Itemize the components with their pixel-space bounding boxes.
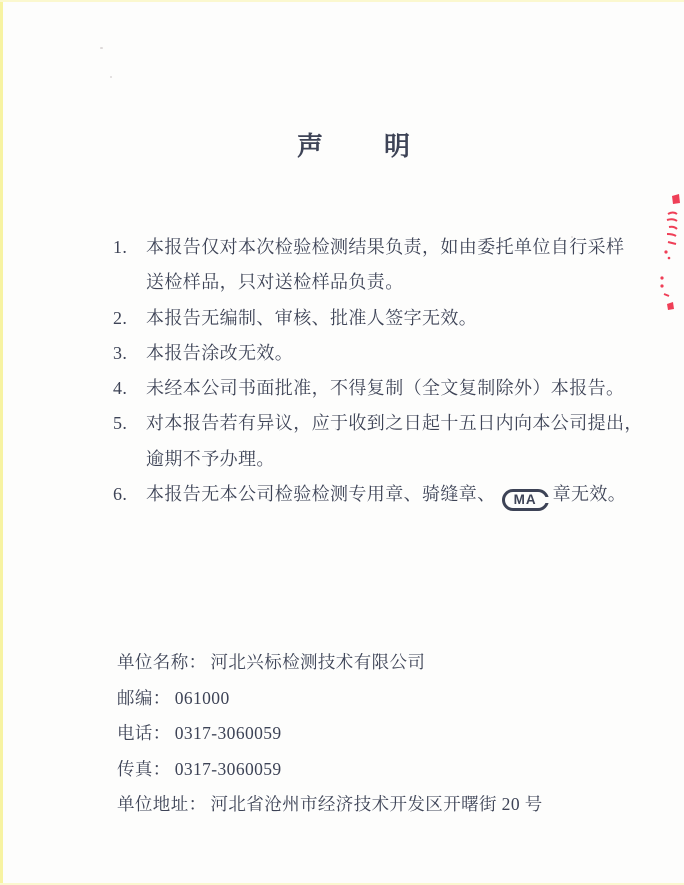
fax-row [117, 752, 543, 788]
page-title: 声 明 [296, 132, 413, 161]
scan-speck [110, 76, 112, 78]
item-text: 未经本公司书面批准，不得复制（全文复制除外）本报告。 [146, 378, 625, 399]
list-item-continuation [113, 265, 653, 300]
item-number: 5. [113, 413, 128, 434]
field-value: 河北兴标检测技术有限公司 [210, 652, 426, 672]
item-text-before-logo: 本报告无本公司检验检测专用章、骑缝章、 [146, 484, 496, 505]
item-text: 送检样品，只对送检样品负责。 [146, 272, 404, 293]
list-item [113, 301, 653, 336]
item-number: 2. [113, 307, 128, 328]
list-item [113, 371, 653, 406]
company-info-block [117, 645, 543, 823]
field-value: 061000 [174, 687, 230, 708]
field-label: 传真： [117, 758, 171, 779]
item-text-after-logo: 章无效。 [552, 484, 627, 505]
company-name-row [117, 645, 543, 681]
field-label: 邮编： [117, 687, 171, 708]
scan-edge-top [0, 0, 684, 2]
list-item [113, 406, 653, 441]
item-text: 逾期不予办理。 [146, 448, 275, 469]
item-text [146, 477, 626, 512]
field-label: 单位地址： [117, 794, 207, 815]
cma-accreditation-logo [502, 489, 549, 511]
scan-speck [100, 47, 103, 49]
list-item [113, 336, 653, 371]
item-number: 3. [113, 342, 128, 363]
field-value: 河北省沧州市经济技术开发区开曙街 20 号 [210, 794, 543, 815]
phone-row [117, 716, 543, 752]
field-value: 0317-3060059 [174, 723, 282, 744]
item-text: 本报告无编制、审核、批准人签字无效。 [146, 307, 478, 328]
red-ink-edge-marks [652, 190, 684, 320]
field-label: 单位名称： [117, 652, 207, 672]
list-item [113, 477, 653, 512]
item-number: 4. [113, 378, 128, 399]
item-text: 本报告仅对本次检验检测结果负责，如由委托单位自行采样 [146, 237, 625, 257]
cma-logo-text: MA [513, 492, 537, 508]
field-label: 电话： [117, 723, 171, 744]
item-number: 6. [113, 484, 128, 505]
item-number: 1. [113, 237, 128, 257]
list-item [113, 230, 653, 265]
address-row [117, 787, 543, 823]
postcode-row [117, 681, 543, 717]
item-text: 对本报告若有异议，应于收到之日起十五日内向本公司提出， [146, 413, 643, 434]
field-value: 0317-3060059 [174, 758, 282, 779]
statement-list [113, 230, 653, 512]
list-item-continuation [113, 442, 653, 477]
item-text: 本报告涂改无效。 [146, 342, 294, 363]
